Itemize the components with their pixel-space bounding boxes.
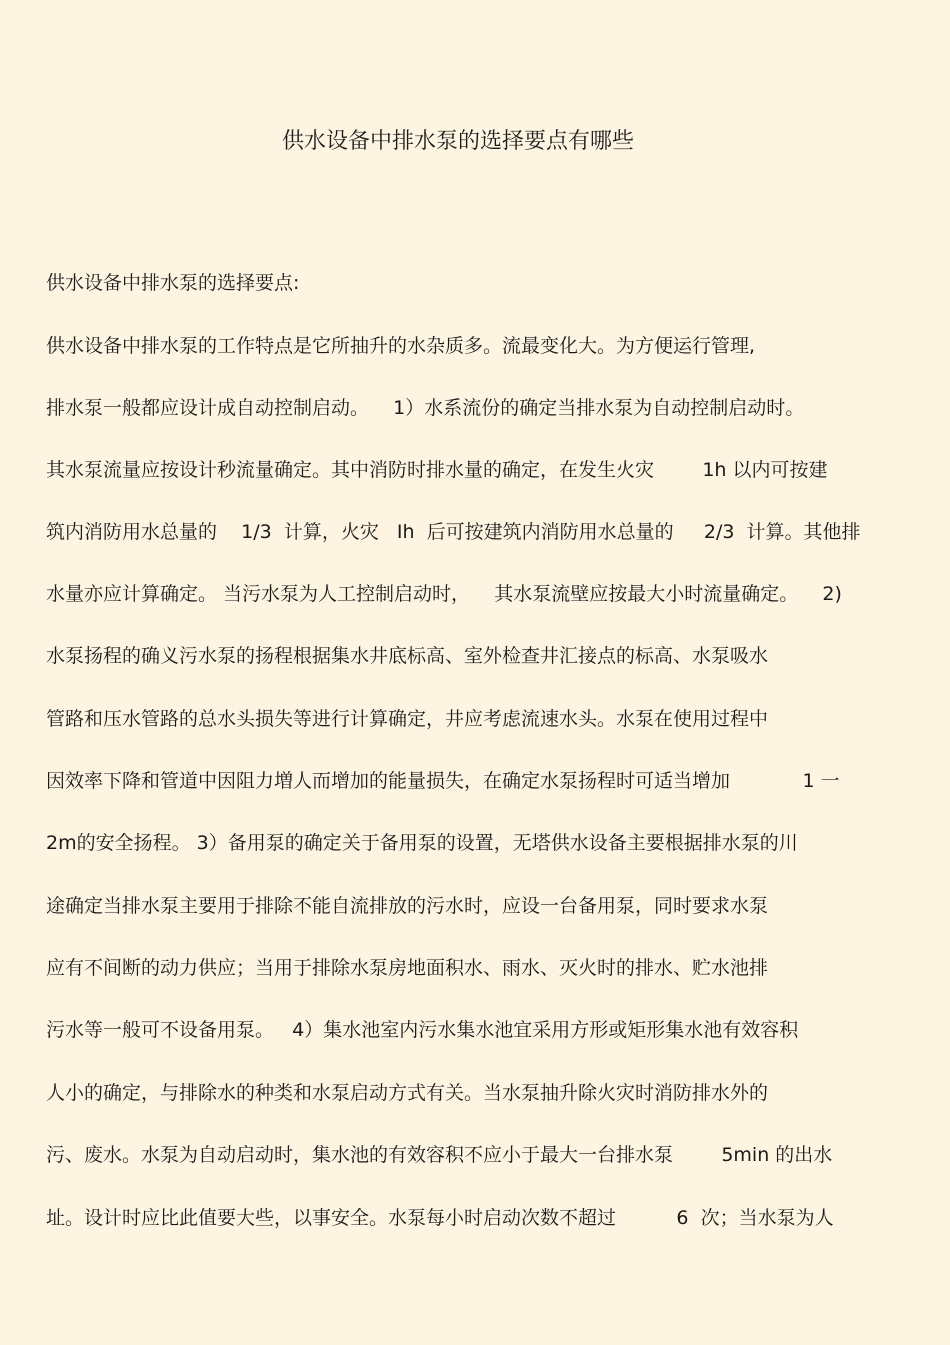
document-title: 供水设备中排水泵的选择要点有哪些 (281, 129, 634, 154)
paragraph-line: 途确定当排水泵主要用于排除不能自流排放的污水时，应设一台备用泵，同时要求水泵 (46, 895, 769, 917)
paragraph-line: 筑内消防用水总量的 1/3 计算，火灾 Ih 后可按建筑内消防用水总量的 2/3 计算。其他排 (46, 521, 861, 543)
paragraph-line: 其水泵流量应按设计秒流量确定。其中消防时排水量的确定，在发生火灾 1h 以内可按建 (46, 459, 828, 481)
paragraph-line: 污水等一般可不设备用泵。 4）集水池室内污水集水池宜采用方形或矩形集水池有效容积 (46, 1019, 799, 1041)
paragraph-line: 污、废水。水泵为自动启动时，集水池的有效容积不应小于最大一台排水泵 5min 的出水 (46, 1144, 833, 1166)
paragraph-line: 址。设计时应比此值要大些，以事安全。水泵每小时启动次数不超过 6 次；当水泵为人 (46, 1207, 834, 1229)
paragraph-line: 水泵扬程的确义污水泵的扬程根据集水井底标高、室外检查井汇接点的标高、水泵吸水 (46, 645, 769, 667)
paragraph-line: 应有不间断的动力供应；当用于排除水泵房地面积水、雨水、灭火时的排水、贮水池排 (46, 957, 769, 979)
paragraph-line: 管路和压水管路的总水头损失等进行计算确定，井应考虑流速水头。水泵在使用过程中 (46, 708, 769, 730)
paragraph-line: 2m的安全扬程。 3）备用泵的确定关于备用泵的设置，无塔供水设备主要根据排水泵的川 (46, 832, 798, 854)
paragraph-line: 供水设备中排水泵的工作特点是它所抽升的水杂质多。流最变化大。为方便运行管理, (46, 335, 756, 357)
paragraph-line: 排水泵一般都应设计成自动控制启动。 1）水系流份的确定当排水泵为自动控制启动时。 (46, 397, 805, 419)
paragraph-line: 人小的确定，与排除水的种类和水泵启动方式有关。当水泵抽升除火灾时消防排水外的 (46, 1082, 769, 1104)
paragraph-line: 因效率下降和管道中因阻力増人而增加的能量损失，在确定水泵扬程时可适当增加 1 一 (46, 770, 840, 792)
paragraph-line: 供水设备中排水泵的选择要点: (46, 272, 300, 294)
paragraph-line: 水量亦应计算确定。 当污水泵为人工控制启动时， 其水泵流壁应按最大小时流量确定。 2) (46, 583, 842, 605)
